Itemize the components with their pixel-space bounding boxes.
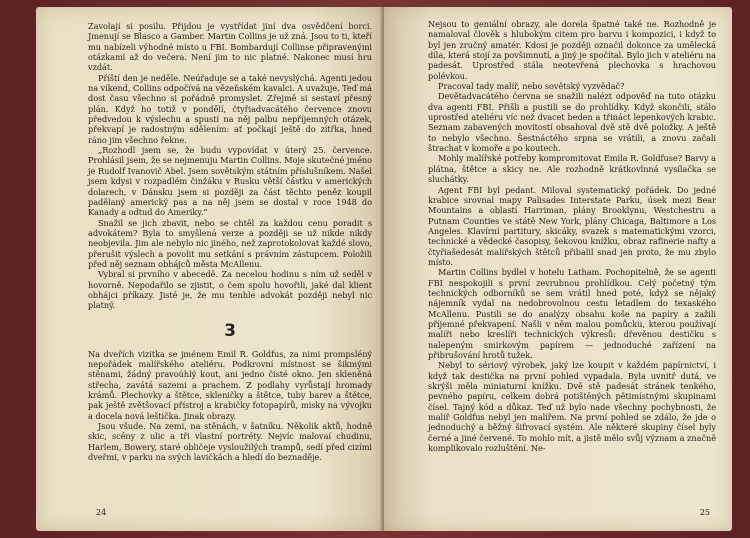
paragraph: Zavolají si posilu. Přijdou je vystřídat jiní dva osvědčení borci. Jmenují se Blasco a Gamber. Martin Collins je už zná. Jsou to ti, kteří mu nabízeli výhodné místo u FBI. Bombardují Collinse připravenými otázkami až do večera. Není jim to nic platné. Nakonec musí hru vzdát. [88,21,372,73]
paragraph: Pracoval tady malíř, nebo sovětský vyzvědač? [438,81,625,92]
left-page-text [88,21,372,462]
chapter-number: 3 [224,320,236,341]
paragraph: Agent FBI byl pedant. Miloval systematický pořádek. Do jedné krabice srovnal mapy Palisades Interstate Parku, úsek mezi Bear Mountains a oblastí Harriman, plány Brooklynu, Westchestru a Putnam Counties ve státě New York, plány Chicaga, Baltimore a Los Angeles. Klavírní partitury, skicáky, svazek s matematickými vzorci, technické a vědecké časopisy, šekovou knížku, obraz rafinerie nafty a čtyřiašedesát malířských štětců přibalil snad jen proto, že mu zbylo místo. [428,184,716,267]
paragraph: Nejsou to geniální obrazy, ale dorela špatné také ne. Rozhodně je namaloval člověk s hlubokým citem pro barvu i kompozici, i když to byl jen zručný amatér. Kdosi je později označil dokonce za umělecká díla, která stojí za povšimnutí, a jiný je spočítal. Bylo jich v ateliéru na padesát. Uprostřed stála neotevřená plechovka s hrachovou polévkou. [428,19,716,81]
paragraph: Nebyl to sériový výrobek, jaký lze koupit v každém papírnictví, i když tak destička na první pohled vypadala. Byla uvnitř dutá, ve skrýši měla miniaturní knížku. Dvě stě padesát stránek tenkého, pevného papíru, celkem dobrá potištěných pětimístnými skupinami čísel. Tajný kód a důkaz. Teď už bylo nade všechny pochybnosti, že malíř Goldfus nebyl jen malířem. Na první pohled se zdálo, že jde o jednoduchý a běžný šifrovací systém. Ale některé skupiny čísel byly černé a jiné červené. To mohlo mít, a jistě mělo svůj význam a značně komplikovalo rozluštění. Ne- [428,360,716,454]
paragraph: Devětadvacátého června se snažili nalézt odpověď na tuto otázku dva agenti FBI. Přišli a pustili se do prohlídky. Když skončili, stálo uprostřed ateliéru víc než dvacet beden a třináct lepenkových krabic. Seznam zabavených movitostí obsahoval dvě stě dvě položky. A ještě to nebylo všechno. Šestnáctého srpna se vrátili, a znovu začali štrachat v komoře a po koutech. [428,91,716,154]
page-number-right: 25 [699,508,710,517]
paragraph: Martin Collins bydlel v hotelu Latham. Pochopitelně, že se agenti FBI nespokojili s první zevrubnou prohlídkou. Celý početný tým technických odborníků se sem vrátil hned poté, když se nějaký nájemník vydal na nedobrovolnou cestu letadlem do texaského McAllenu. Pustili se do analýzy obsahu koše na papíry a zažili příjemné překvapení. Našli v něm malou pomůcku, kterou používají malíři nebo kreslíři technických výkresů: dřevěnou destičku s nalepeným smirkovým papírem — jednoduché zařízení na přibrušování hrotů tužek. [428,267,716,360]
left-page [36,7,382,531]
paragraph: „Rozhodl jsem se, že budu vypovídat v úterý 25. července. Prohlásil jsem, že se nejmenuju Martin Collins. Moje skutečné jméno je Rudolf Ivanovič Abel. Jsem sovětským státním příslušníkem. Našel jsem kdysi v rozpadlém činžáku v Rusku větší částku v amerických dolarech, v Dánsku jsem si později za část těchto peněz koupil padělaný americký pas a na něj jsem se dostal v roce 1948 do Kanady a odtud do Ameriky.“ [88,145,372,218]
right-page-text [428,19,716,453]
right-page [384,7,732,531]
page-number-left: 24 [96,508,107,517]
paragraph: Příští den je neděle. Neúřaduje se a také nevyslýchá. Agenti jedou na víkend, Collins odpočívá na vězeňském kavalci. A uvažuje. Teď má dost času všechno si pořádně promyslet. Zřejmě si sestaví přesný plán. Když ho totiž v pondělí, čtyřiadvacátého července znovu předvedou k výslechu a spustí na něj palbu nepříjemných otázek, překvapí je radostným sdělením: ať počkají ještě do zítřka, hned ráno jim všechno řekne. [88,72,372,145]
paragraph: Snažil se jich zbavit, nebo se chtěl za každou cenu poradit s advokátem? Byla to smyšlená verze a později se už nikde nikdy neobjevila. Jim ale nebylo nic jiného, než zaprotokolovat každé slovo, přerušit výslech a povolit mu setkání s právním zástupcem. Položili před něj seznam obhájců města McAllenu. [88,217,372,269]
paragraph: Mohly malířské potřeby kompromitovat Emila R. Goldfuse? Barvy a plátna, štětce a skicy ne. Ale rozhodně krátkovlnná vysílačka se sluchátky. [428,153,716,185]
paragraph: Vybral si prvního v abecedě. Za necelou hodinu s ním už seděl v hovorně. Nepodařilo se zjistit, o čem spolu hovořili, jaké dal klient obhájci příkazy. Jisté je, že mu tenhle advokát později nebyl nic platný. [88,269,372,311]
paragraph: Jsou všude. Na zemi, na stěnách, v šatníku. Několik aktů, hodně skic, scény z ulic a tři vlastní portréty. Nejvíc malovaí chudinu, Harlem, Bowery, staré obličeje vysloužilých trampů, sedí před cizími dveřmi, v parku na svých lavičkách a hledí do beznaděje. [88,421,372,463]
paragraph: Na dveřích vizitka se jménem Emil R. Goldfus, za nimi prompsléný nepořádek malířského ateliéru. Podkrovní místnost se šikmými stěnami, žádný pravoúhlý kout, ani jedno čisté okno. Jen skleněná střecha, zavátá sazemi a prachem. Z podlahy vyrůstají hromady krámů. Plechovky a štětce, skleničky a štětce, tuby barev a štětce, pak ještě zvětšovací přístroj a krabičky fotopapírů, misky na vývojku a docela nová leštička. Jinak obrazy. [88,348,372,421]
